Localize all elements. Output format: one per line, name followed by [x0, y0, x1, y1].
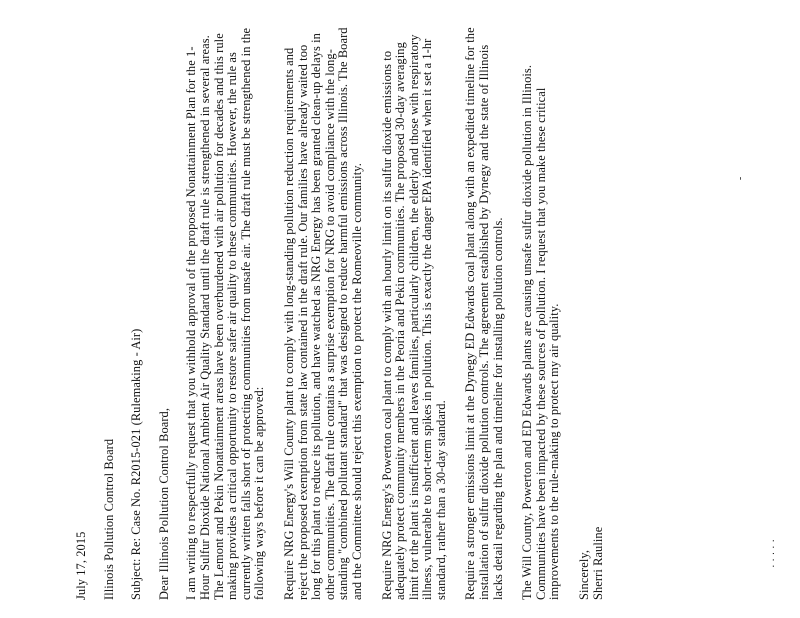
letter-paragraph-ed-edwards: Require a stronger emissions limit at the Dynegy ED Edwards coal plant along with an expedited timeline for the installation of sulfur dioxide pollution controls. The agreement established by Dynegy and the state of Illinois lacks detail regarding the plan and timeline for installing pollution controls. — [463, 27, 505, 600]
letter-paragraph-conclusion: The Will County, Powerton and ED Edwards plants are causing unsafe sulfur dioxide pollution in Illinois. Communities have been impacted by these sources of pollution. I request that you make these critical improvements to the rule-making to protect my air quality. — [520, 64, 562, 600]
letter-paragraph-will-county: Require NRG Energy's Will County plant to comply with long-standing pollution reduction requirements and reject the proposed exemption from state law contained in the draft rule. Our families have already waited too long for this plant to reduce its pollution, and have watched as NRG Energy has been granted clean-up delays in other communities. The draft rule contains a surprise exemption for NRG to avoid compliance with the long-standing "combined pollutant standard" that was designed to reduce harmful emissions across Illinois. The Board and the Committee should reject this exemption to protect the Romeoville community. — [281, 27, 364, 600]
letter-body — [74, 22, 605, 600]
letter-paragraph-powerton: Require NRG Energy's Powerton coal plant to comply with an hourly limit on its sulfur dioxide emissions to adequately protect community members in the Peoria and Pekin communities. The proposed 30-day averaging limit for the plant is insufficient and leaves families, particularly children, the elderly and those with respiratory illness, vulnerable to short-term spikes in pollution. This is exactly the danger EPA identified when it set a 1-hr standard, rather than a 30-day standard. — [379, 34, 448, 600]
letter-salutation: Dear Illinois Pollution Control Board, — [156, 407, 171, 600]
letter-date: July 17, 2015 — [74, 531, 88, 600]
letter-paragraph-intro: I am writing to respectfully request that you withhold approval of the proposed Nonattainment Plan for the 1-Hour Sulfur Dioxide National Ambient Air Quality Standard until the draft rule is strengthened in several areas. The Lemont and Pekin Nonattainment areas have been overburdened with air pollution for decades and this rule making provides a critical opportunity to restore safer air quality to these communities. However, the rule as currently written falls short of protecting communities from unsafe air. The draft rule must be strengthened in the following ways before it can be approved: — [184, 27, 267, 600]
page-marker: · · · · · — [768, 539, 780, 568]
letter-signer: Sherri Rauline — [590, 526, 605, 600]
scanned-letter-page — [74, 22, 653, 600]
letter-subject: Subject: Re: Case No. R2015-021 (Rulemaking - Air) — [129, 328, 144, 600]
letter-closing: Sincerely, — [577, 549, 592, 600]
letter-recipient: Illinois Pollution Control Board — [101, 438, 116, 600]
scan-artifact-dash: - — [735, 176, 747, 181]
